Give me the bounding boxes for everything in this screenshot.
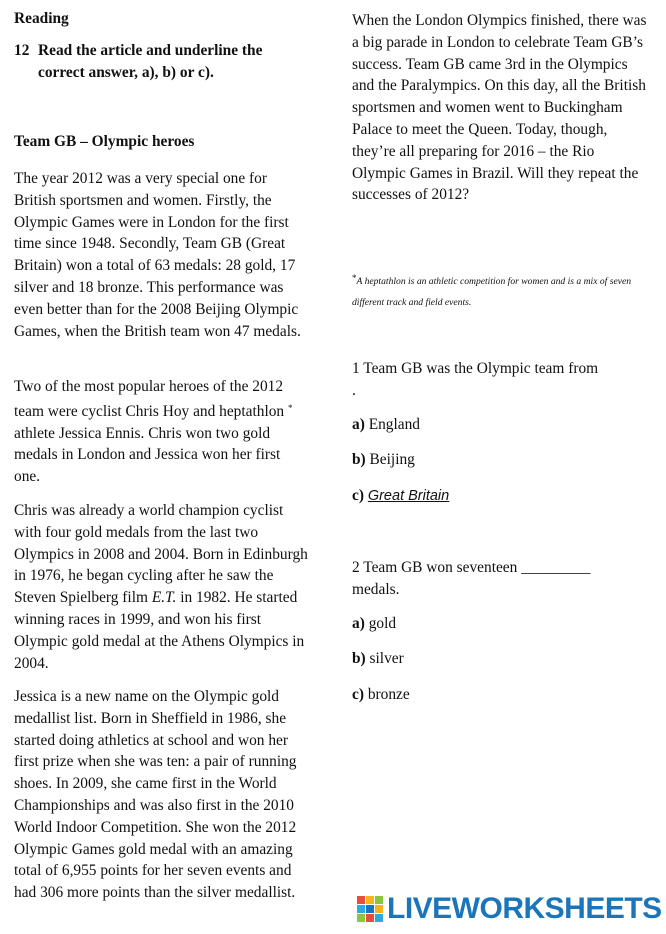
instruction-number: 12: [14, 42, 30, 59]
q2-option-c[interactable]: [352, 686, 410, 704]
question-1: [352, 358, 652, 402]
q1-option-b[interactable]: [352, 451, 415, 469]
paragraph-3-text-a: Chris was already a world champion cyclist with four gold medals from the last two Olympics in 2008 and 2004. Born in Edinburgh in 1976, he began cycling after he saw the Steven Spielberg film: [14, 502, 308, 607]
article-paragraph-2: [14, 376, 310, 488]
footnote: [352, 268, 652, 313]
liveworksheets-icon: [357, 896, 383, 922]
paragraph-2-text-b: athlete Jessica Ennis. Chris won two gold medals in London and Jessica won her first one.: [14, 424, 281, 486]
option-text: Beijing: [369, 451, 415, 468]
option-letter: b): [352, 650, 366, 667]
option-letter: c): [352, 686, 364, 703]
liveworksheets-logo[interactable]: [357, 894, 662, 924]
article-title: Team GB – Olympic heroes: [14, 133, 195, 150]
section-label: Reading: [14, 10, 69, 27]
option-text: England: [368, 416, 420, 433]
question-1-trail: .: [352, 381, 356, 399]
option-text: gold: [368, 615, 397, 632]
question-2-trail: medals.: [352, 580, 400, 598]
question-2: [352, 557, 652, 601]
q2-option-a[interactable]: [352, 615, 396, 633]
option-text: silver: [369, 650, 404, 667]
paragraph-3-text-b: in 1982. He started winning races in 1999, and won his first Olympic gold medal at the Athens Olympics in 2004.: [14, 589, 305, 672]
article-paragraph-5: When the London Olympics finished, there was a big parade in London to celebrate Team GB’s success. Team GB came 3rd in the Olympics and the Paralympics. On this day, all the British sportsmen and women went to Buckingham Palace to meet the Queen. Today, though, they’re all preparing for 2016 – the Rio Olympic Games in Brazil. Will they repeat the successes of 2012?: [352, 12, 647, 204]
film-title: E.T.: [151, 589, 177, 607]
q1-option-c[interactable]: [352, 487, 449, 505]
logo-text: LIVEWORKSHEETS: [387, 892, 662, 925]
footnote-marker: *: [287, 402, 293, 413]
option-letter: b): [352, 451, 366, 468]
instruction: [14, 40, 310, 84]
option-text-underlined: Great Britain: [367, 488, 450, 504]
article-paragraph-4: Jessica is a new name on the Olympic gold medallist list. Born in Sheffield in 1986, she started doing athletics at school and won her first prize when she was ten: a pair of running shoes. In 2009, she came first in the World Championships and was also first in the 2010 World Indoor Competition. She won the 2012 Olympic Games gold medal with an amazing total of 6,955 points for her seven events and had 306 more points than the silver medallist.: [14, 688, 297, 902]
question-2-text: 2 Team GB won seventeen: [352, 559, 518, 576]
q1-option-a[interactable]: [352, 416, 420, 434]
option-text: bronze: [367, 686, 410, 703]
q2-option-b[interactable]: [352, 650, 404, 668]
article-paragraph-1: The year 2012 was a very special one for British sportsmen and women. Firstly, the Olympic Games were in London for the first time since 1948. Secondly, Team GB (Great Britain) won a total of 63 medals: 28 gold, 17 silver and 18 bronze. This performance was even better than for the 2008 Beijing Olympic Games, when the British team won 47 medals.: [14, 170, 301, 340]
answer-blank[interactable]: _________: [521, 559, 591, 576]
instruction-text: Read the article and underline the correct answer, a), b) or c).: [38, 42, 263, 81]
paragraph-2-text-a: Two of the most popular heroes of the 2012 team were cyclist Chris Hoy and heptathlon: [14, 378, 285, 420]
option-letter: a): [352, 416, 365, 433]
option-letter: a): [352, 615, 365, 632]
option-letter: c): [352, 487, 364, 504]
footnote-star: *: [352, 273, 357, 283]
question-1-text: 1 Team GB was the Olympic team from: [352, 360, 599, 377]
article-paragraph-3: [14, 500, 310, 674]
footnote-text: A heptathlon is an athletic competition for women and is a mix of seven different track and field events.: [352, 276, 632, 308]
